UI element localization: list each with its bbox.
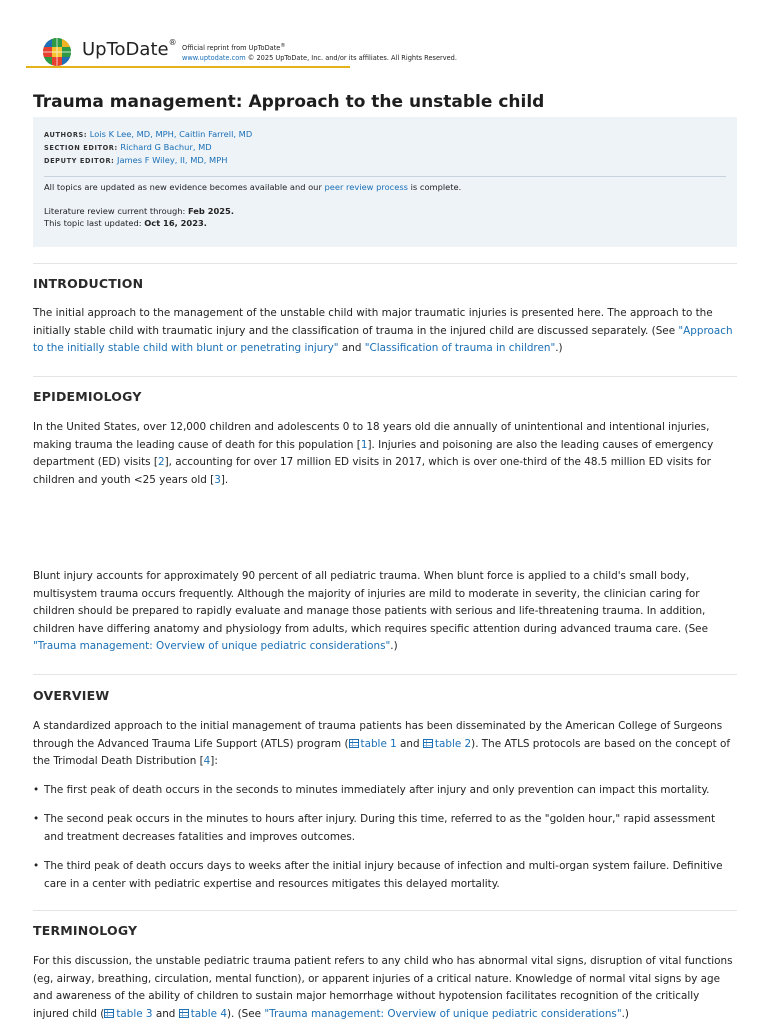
- overview-paragraph: A standardized approach to the initial management of trauma patients has been disseminated by the American College of Surgeons through the Advanced Trauma Life Support (ATLS) program ( table 1 and table 2). The ATLS protocols are based on the concept of the Trimodal Death Distribution [4]:: [33, 720, 730, 768]
- bylines: [44, 128, 252, 167]
- section-editor-link[interactable]: Richard G Bachur, MD: [120, 142, 212, 152]
- overview-heading: OVERVIEW: [33, 688, 110, 703]
- deputy-editor-line: [44, 154, 252, 167]
- section-divider: [33, 376, 737, 377]
- section-editor-label: SECTION EDITOR:: [44, 144, 118, 152]
- table-icon: [104, 1009, 114, 1018]
- header-accent-rule: [26, 66, 350, 68]
- bullet-marker: •: [33, 860, 40, 872]
- deputy-editor-label: DEPUTY EDITOR:: [44, 157, 115, 165]
- epidemiology-paragraph-1: In the United States, over 12,000 children and adolescents 0 to 18 years old die annually of unintentional and intentional injuries, making trauma the leading cause of death for this population [1]. Injuries and poisoning are also the leading causes of emergency department (ED) visits [2], accounting for over 17 million ED visits in 2017, which is over one-third of the 48.5 million ED visits for children and youth <25 years old [3].: [33, 421, 714, 486]
- table-2-link[interactable]: table 2: [423, 738, 471, 750]
- list-item: • The third peak of death occurs days to weeks after the initial injury because of infection and multi-organ system failure. Definitive care in a center with pediatric expertise and resources mitigates this delayed mortality.: [33, 860, 723, 890]
- review-dates: [44, 205, 234, 229]
- list-item: • The first peak of death occurs in the seconds to minutes immediately after injury and only prevention can impact this mortality.: [33, 782, 737, 800]
- terminology-heading: TERMINOLOGY: [33, 923, 138, 938]
- deputy-editor-link[interactable]: James F Wiley, II, MD, MPH: [117, 155, 228, 165]
- stable-child-link[interactable]: "Approach to the initially stable child with blunt or penetrating injury": [33, 324, 733, 355]
- section-divider: [33, 910, 737, 911]
- reprint-header: [26, 34, 457, 68]
- authors-link[interactable]: Lois K Lee, MD, MPH, Caitlin Farrell, MD: [89, 129, 253, 139]
- table-icon: [349, 739, 359, 748]
- list-item: • The second peak occurs in the minutes to hours after injury. During this time, referred to as the "golden hour," rapid assessment and treatment decreases fatalities and improves outcomes.: [33, 813, 716, 843]
- bullet-marker: •: [33, 813, 40, 825]
- uptodate-globe-logo-icon: [42, 37, 72, 67]
- uptodate-site-link[interactable]: www.uptodate.com: [182, 54, 246, 63]
- table-1-link[interactable]: table 1: [349, 738, 397, 750]
- reprint-notice: Official reprint from UpToDate® www.uptodate.com © 2025 UpToDate, Inc. and/or its affiliates. All Rights Reserved.: [182, 43, 457, 63]
- table-4-link[interactable]: table 4: [179, 1008, 227, 1020]
- last-updated-line: This topic last updated: Oct 16, 2023.: [44, 218, 207, 228]
- table-icon: [179, 1009, 189, 1018]
- table-3-link[interactable]: table 3: [104, 1008, 152, 1020]
- page-title: Trauma management: Approach to the unstable child: [33, 92, 545, 112]
- epidemiology-paragraph-2: Blunt injury accounts for approximately 90 percent of all pediatric trauma. When blunt force is applied to a child's small body, multisystem trauma occurs frequently. Although the majority of injuries are mild to moderate in severity, the clinician caring for children should be prepared to rapidly evaluate and manage those patients with serious and life-threatening trauma. In addition, children have differing anatomy and physiology from adults, which requires specific attention during advanced trauma care. (See "Trauma management: Overview of unique pediatric considerations".): [33, 570, 708, 653]
- lit-review-line: Literature review current through: Feb 2025.: [44, 206, 234, 216]
- section-editor-line: [44, 141, 252, 154]
- info-divider: [44, 176, 726, 177]
- section-divider: [33, 263, 737, 264]
- classification-link[interactable]: "Classification of trauma in children": [364, 342, 556, 355]
- pediatric-considerations-link[interactable]: "Trauma management: Overview of unique pediatric considerations": [33, 640, 391, 653]
- epidemiology-heading: EPIDEMIOLOGY: [33, 389, 142, 404]
- reference-link[interactable]: 4: [203, 755, 211, 768]
- introduction-heading: INTRODUCTION: [33, 276, 144, 291]
- authors-label: AUTHORS:: [44, 131, 88, 139]
- pediatric-considerations-link[interactable]: "Trauma management: Overview of unique pediatric considerations": [264, 1007, 622, 1020]
- update-notice: All topics are updated as new evidence becomes available and our peer review process is complete.: [44, 182, 462, 192]
- authors-line: [44, 128, 252, 141]
- bullet-marker: •: [33, 784, 40, 796]
- terminology-paragraph: For this discussion, the unstable pediatric trauma patient refers to any child who has abnormal vital signs, disruption of vital functions (eg, airway, breathing, circulation, mental function), or apparent injuries of a critical nature. Knowledge of normal vital signs by age and awareness of the ability of children to sustain major hemorrhage without hypotension facilitates recognition of the critically injured child ( table 3 and table 4). (See "Trauma management: Overview of unique pediatric considerations".): [33, 955, 733, 1020]
- topic-info-box: [33, 117, 737, 247]
- brand-name: UpToDate®: [82, 38, 177, 60]
- section-divider: [33, 674, 737, 675]
- reference-link[interactable]: 3: [214, 473, 221, 486]
- peer-review-link[interactable]: peer review process: [324, 182, 408, 192]
- reference-link[interactable]: 1: [360, 438, 368, 451]
- introduction-paragraph: The initial approach to the management of the unstable child with major traumatic injuries is presented here. The approach to the initially stable child with traumatic injury and the classification of trauma in the injured child are discussed separately. (See "Approach to the initially stable child with blunt or penetrating injury" and "Classification of trauma in children".): [33, 307, 733, 355]
- reference-link[interactable]: 2: [157, 456, 165, 469]
- table-icon: [423, 739, 433, 748]
